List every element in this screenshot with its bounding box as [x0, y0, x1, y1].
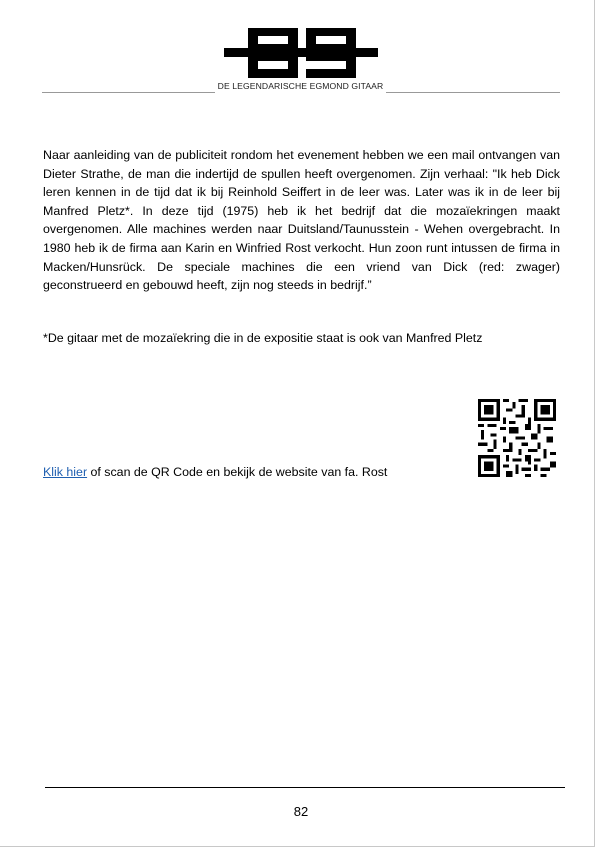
body-paragraph: Naar aanleiding van de publiciteit rondom het evenement hebben we een mail ontvangen van Dieter Strathe, de man die indertijd de spullen heeft overgenomen. Zijn verhaal: "Ik heb Dick leren kennen in de tijd dat ik bij Reinhold Seiffert in de leer was. Later was ik in de leer bij Manfred Pletz*. In deze tijd (1975) heb ik het bedrijf dat die mozaïekringen maakt overgenomen. Alle machines werden naar Duitsland/Taunusstein - Wehen overgebracht. In 1980 heb ik de firma aan Karin en Winfried Rost verkocht. Hun zoon runt intussen de firma in Macken/Hunsrück. De speciale machines die een vriend van Dick (red: zwager) geconstrueerd en gebouwd heeft, zijn nog steeds in bedrijf.”	[43, 148, 560, 293]
header-divider-right	[386, 92, 560, 93]
klik-hier-link[interactable]: Klik hier	[43, 465, 88, 479]
logo-tagline: DE LEGENDARISCHE EGMOND GITAAR	[217, 81, 384, 91]
footnote: *De gitaar met de mozaïekring die in de expositie staat is ook van Manfred Pletz	[43, 331, 483, 345]
footer-divider	[45, 787, 565, 788]
website-link-line	[43, 465, 387, 479]
header-divider-left	[42, 92, 215, 93]
page-number: 82	[293, 804, 309, 819]
link-suffix-text: of scan de QR Code en bekijk de website van fa. Rost	[87, 465, 388, 479]
qr-code-icon[interactable]	[478, 399, 556, 477]
egmond-logo-icon	[224, 28, 378, 78]
